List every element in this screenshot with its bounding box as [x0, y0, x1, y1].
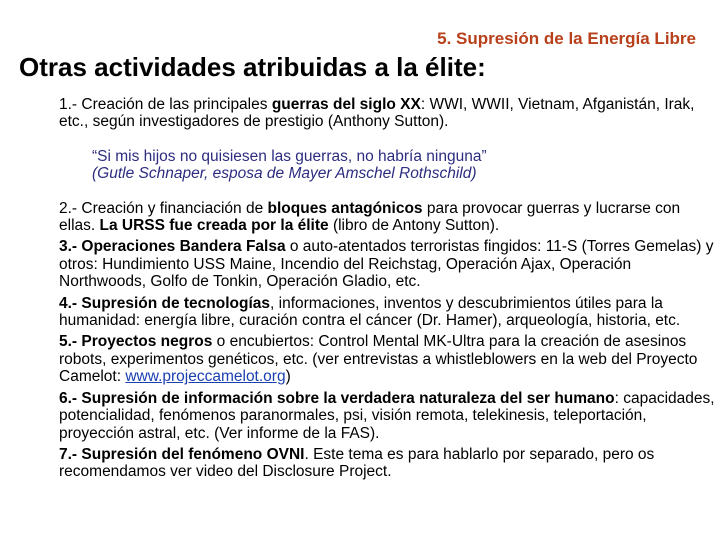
- item-6-emphasis: naturaleza del ser humano: [419, 389, 615, 407]
- item-2-emphasis-2: La URSS fue creada por la élite: [99, 217, 329, 235]
- item-3-number: 3.-: [59, 238, 82, 256]
- item-2-text-mid: para provocar guerras y lucrarse con ellas.: [59, 199, 681, 235]
- item-5: [59, 333, 719, 385]
- item-3-emphasis: Operaciones Bandera Falsa: [81, 238, 286, 256]
- quote-text: “Si mis hijos no quisiesen las guerras, no habría ninguna”: [92, 147, 487, 165]
- item-5-text: o encubiertos: Control Mental MK-Ultra para la creación de asesinos robots, experimentos genéticos, etc. (ver entrevistas a whistleblowers en la web del Proyecto Camelot:: [59, 333, 698, 386]
- item-6: [59, 390, 719, 442]
- item-6-text: : capacidades, potencialidad, fenómenos paranormales, psi, visión remota, telekinesis, teleportación, proyección astral, etc. (Ver informe de la FAS).: [59, 389, 715, 442]
- item-4-emphasis: Supresión de tecnologías: [81, 294, 271, 312]
- item-list: [59, 200, 719, 481]
- item-1-emphasis: guerras del siglo XX: [271, 96, 421, 113]
- section-label: 5. Supresión de la Energía Libre: [437, 29, 696, 48]
- item-4-text: , informaciones, inventos y descubrimientos útiles para la humanidad: energía libre, curación contra el cáncer (Dr. Hamer), arqueología, historia, etc.: [59, 294, 681, 330]
- quote-block: [92, 148, 719, 183]
- item-1-text-rest: : WWI, WWII, Vietnam, Afganistán, Irak, etc., según investigadores de prestigio (Anthony Sutton).: [59, 96, 695, 131]
- slide-title: Otras actividades atribuidas a la élite:: [19, 52, 486, 82]
- item-1: [59, 96, 719, 131]
- quote-attribution: (Gutle Schnaper, esposa de Mayer Amschel Rothschild): [92, 165, 477, 183]
- item-7-text: . Este tema es para hablarlo por separado, pero os recomendamos ver video del Disclosure Project.: [59, 445, 655, 481]
- item-6-number: 6.- Supresión de información sobre la verdadera: [59, 389, 420, 407]
- slide-body: [59, 96, 719, 485]
- item-4-number: 4.-: [59, 294, 82, 312]
- item-5-number: 5.-: [59, 333, 82, 351]
- item-3-text: o auto-atentados terroristas fingidos: 11-S (Torres Gemelas) y otros: Hundimiento USS Maine, Incendio del Reichstag, Operación Ajax, Operación Northwoods, Golfo de Tonkin, Operación Gladio, etc.: [59, 238, 714, 291]
- item-7-number: 7.- Supresión del: [59, 445, 189, 463]
- item-2: [59, 200, 719, 235]
- item-7-emphasis: fenómeno OVNI: [188, 445, 305, 463]
- item-5-text-end: ): [285, 368, 291, 386]
- item-2-emphasis: bloques antagónicos: [267, 199, 423, 217]
- item-5-emphasis: Proyectos negros: [81, 333, 213, 351]
- item-2-text: 2.- Creación y financiación de: [59, 199, 268, 217]
- camelot-link[interactable]: www.projeccamelot.org: [125, 368, 286, 386]
- item-7: [59, 446, 719, 481]
- item-4: [59, 295, 719, 330]
- item-3: [59, 238, 719, 290]
- item-1-text: 1.- Creación de las principales: [59, 96, 272, 113]
- item-2-text-rest: (libro de Antony Sutton).: [328, 217, 500, 235]
